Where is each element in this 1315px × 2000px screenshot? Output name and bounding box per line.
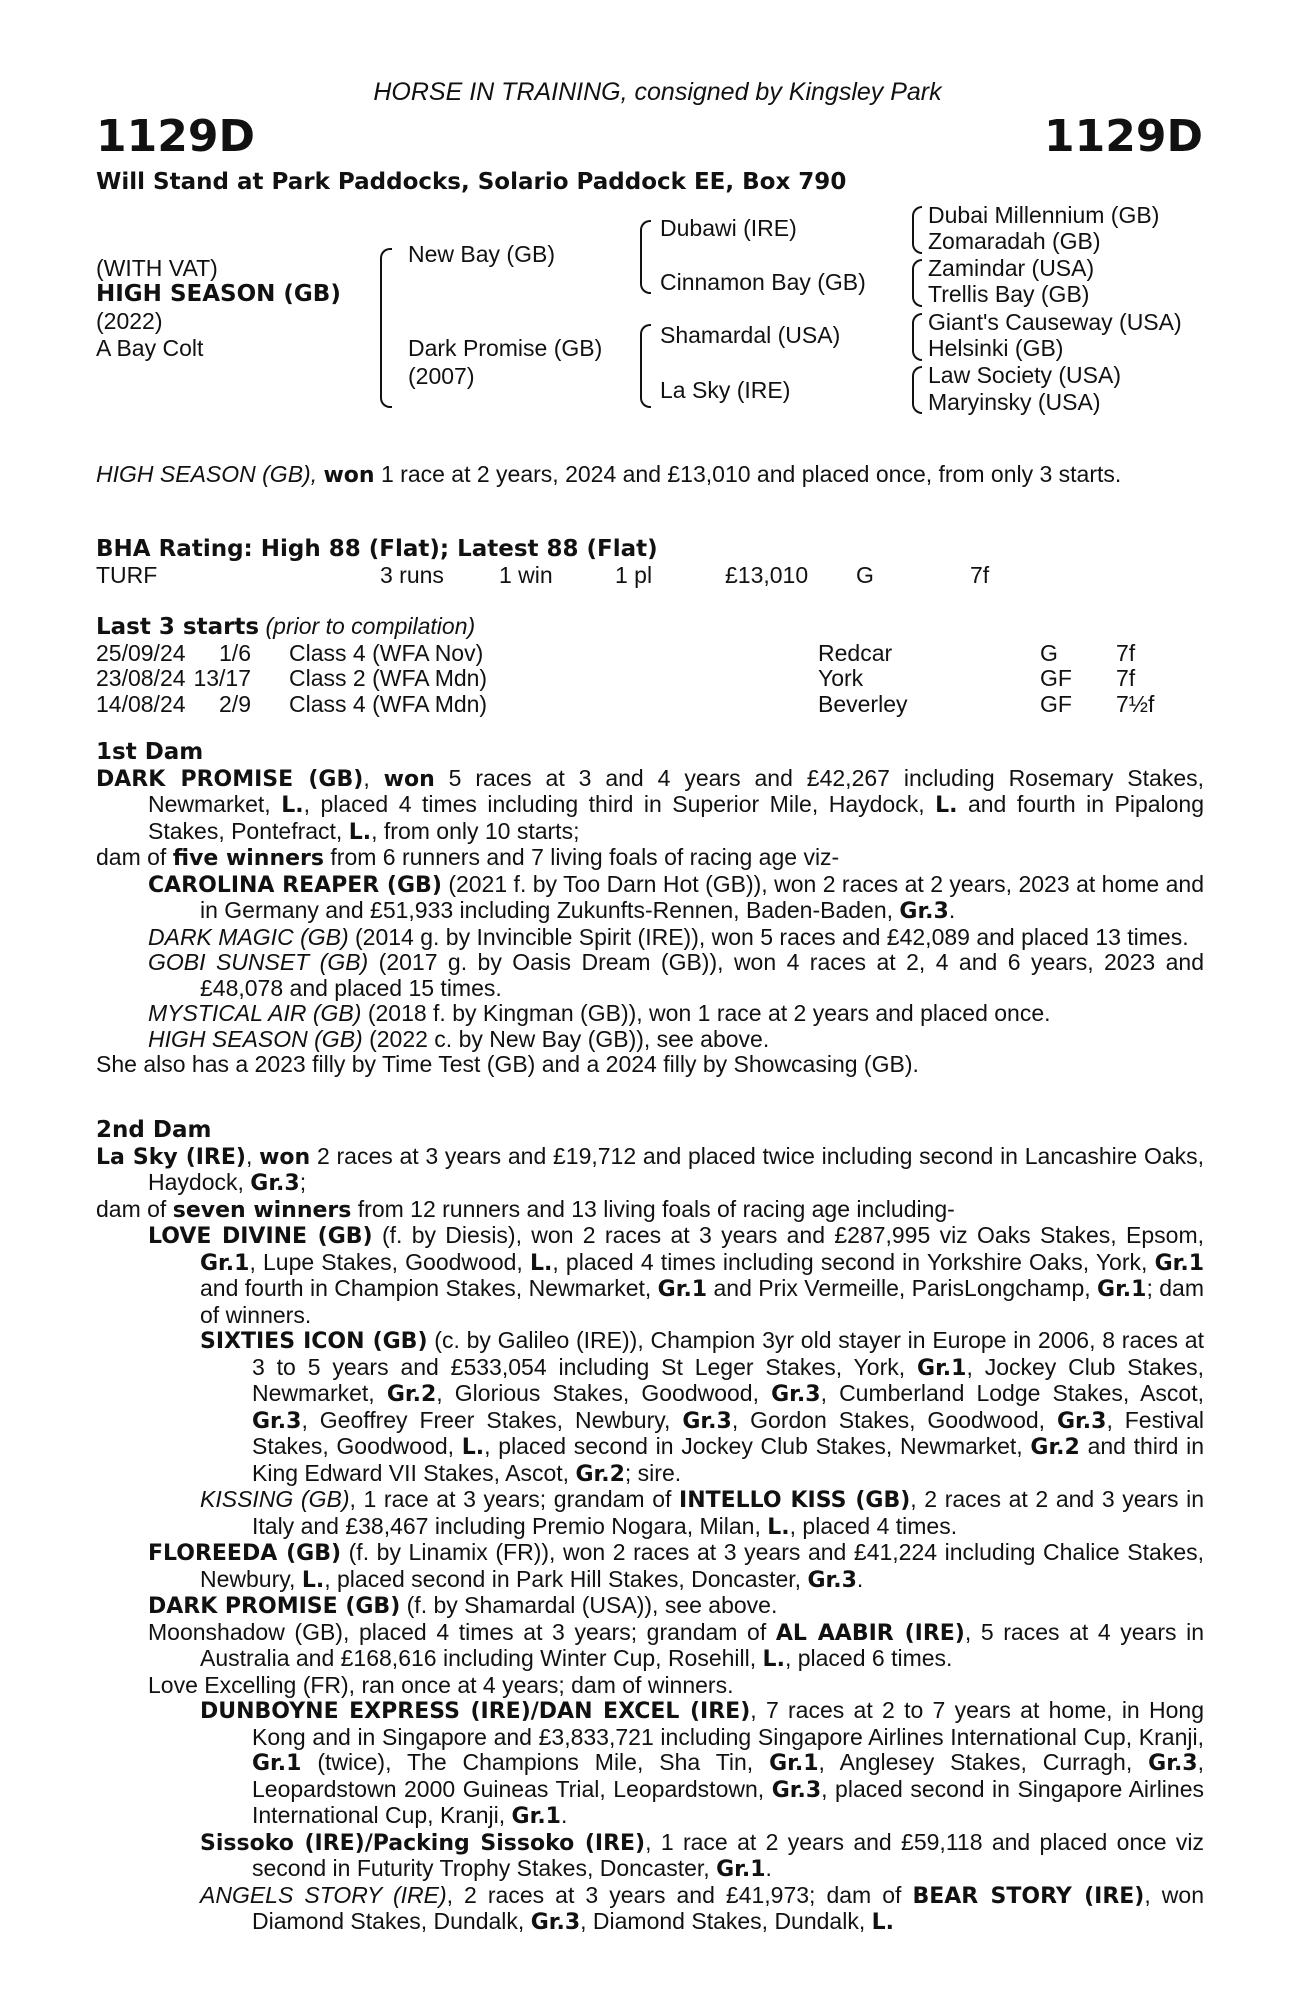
mo-l: L. bbox=[762, 1647, 785, 1672]
ki-l: L. bbox=[767, 1514, 790, 1540]
turf-record bbox=[96, 563, 1204, 589]
si-g2: Gr.2 bbox=[386, 1382, 437, 1407]
fl-t1: (f. by Linamix (FR)), won 2 races at 3 years and £41,224 including Chalice Stakes, Newbury, bbox=[200, 1539, 1204, 1592]
vat-note: (WITH VAT) bbox=[96, 255, 218, 281]
si-t2: , Jockey Club Stakes, Newmarket, bbox=[252, 1353, 1205, 1406]
pedigree-brace-1 bbox=[380, 248, 392, 408]
si-g3a: Gr.3 bbox=[771, 1382, 821, 1407]
pedigree-brace-3d bbox=[912, 366, 922, 414]
dam1-text-4: , from only 10 starts; bbox=[371, 817, 580, 844]
placed: 1 pl bbox=[615, 561, 653, 588]
start-date: 23/08/24 bbox=[96, 665, 186, 691]
dam1-produce-intro bbox=[96, 845, 1204, 872]
dam2-name: La Sky (IRE) bbox=[96, 1144, 246, 1170]
si-g3b: Gr.3 bbox=[252, 1408, 302, 1434]
last-starts-title: Last 3 starts bbox=[96, 614, 260, 640]
ki-bold: INTELLO KISS (GB) bbox=[679, 1488, 911, 1513]
horse-year: (2022) bbox=[96, 308, 163, 334]
summary-horse-name: HIGH SEASON (GB), bbox=[96, 461, 318, 487]
fl-t2: , placed second in Park Hill Stakes, Doncaster, bbox=[324, 1565, 802, 1592]
distance: 7f bbox=[970, 561, 990, 588]
si-t4: , Cumberland Lodge Stakes, Ascot, bbox=[820, 1380, 1205, 1406]
as-t2: , won Diamond Stakes, Dundalk, bbox=[252, 1881, 1204, 1934]
dam2-winners: seven winners bbox=[172, 1197, 352, 1223]
last-start-row bbox=[96, 641, 1204, 667]
as-t1: , 2 races at 3 years and £41,973; dam of bbox=[446, 1881, 902, 1908]
summary-section bbox=[96, 462, 1204, 489]
p3-name: GOBI SUNSET (GB) bbox=[148, 949, 369, 975]
first-dam-heading: 1st Dam bbox=[96, 739, 204, 765]
ld-g1: Gr.1 bbox=[200, 1250, 250, 1276]
sire-sire: Dubawi (IRE) bbox=[660, 215, 797, 241]
lot-number-left: 1129D bbox=[96, 111, 255, 162]
sire-dam-dam: Trellis Bay (GB) bbox=[928, 281, 1090, 307]
sire-name: New Bay (GB) bbox=[408, 241, 555, 267]
pedigree-brace-3c bbox=[912, 313, 922, 361]
si-t3: , Glorious Stakes, Goodwood, bbox=[436, 1380, 759, 1406]
ki-t3: , placed 4 times. bbox=[789, 1512, 958, 1539]
last-start-row bbox=[96, 666, 1204, 692]
pedigree-brace-3b bbox=[912, 259, 922, 307]
ld-t5: and Prix Vermeille, ParisLongchamp, bbox=[713, 1275, 1091, 1301]
start-pos: 1/6 bbox=[219, 639, 251, 666]
p2-name: DARK MAGIC (GB) bbox=[148, 923, 349, 950]
de-t2: (twice), The Champions Mile, Sha Tin, bbox=[317, 1749, 754, 1775]
p5-name: HIGH SEASON (GB) bbox=[148, 1025, 363, 1052]
dam-dam-dam: Maryinsky (USA) bbox=[928, 389, 1101, 415]
ld-t3: , placed 4 times including second in Yorkshire Oaks, York, bbox=[552, 1248, 1148, 1275]
second-dam-record: La Sky (IRE), won 2 races at 3 years and £19,712 and placed twice including second in Lancashire Oaks, Haydock, Gr.3; bbox=[96, 1142, 1205, 1196]
mo-t3: , placed 6 times. bbox=[784, 1645, 953, 1671]
ld-t6: ; dam of winners. bbox=[200, 1275, 1204, 1328]
p5-text: (2022 c. by New Bay (GB)), see above. bbox=[369, 1025, 770, 1052]
ld-t1: (f. by Diesis), won 2 races at 3 years and £287,995 viz Oaks Stakes, Epsom, bbox=[381, 1222, 1204, 1248]
dp-t1: (f. by Shamardal (USA)), see above. bbox=[406, 1592, 778, 1618]
so-name: Sissoko (IRE)/Packing Sissoko (IRE) bbox=[200, 1830, 646, 1856]
last-starts-table bbox=[96, 641, 1204, 718]
stand-location: Will Stand at Park Paddocks, Solario Paddock EE, Box 790 bbox=[96, 169, 847, 195]
start-dist: 7f bbox=[1116, 665, 1136, 691]
produce-moonshadow bbox=[148, 1620, 1204, 1673]
si-t5: , Geoffrey Freer Stakes, Newbury, bbox=[301, 1406, 671, 1433]
dam2-damof: dam of bbox=[96, 1195, 167, 1222]
de-g1b: Gr.1 bbox=[769, 1751, 819, 1776]
produce-high-season bbox=[148, 1027, 1204, 1053]
dam-dam-sire: Law Society (USA) bbox=[928, 362, 1122, 388]
dam1-listed-2: L. bbox=[935, 793, 958, 818]
si-l: L. bbox=[461, 1435, 485, 1460]
ki-t1: , 1 race at 3 years; grandam of bbox=[349, 1486, 672, 1512]
si-g2c: Gr.2 bbox=[575, 1461, 625, 1487]
ld-t2: , Lupe Stakes, Goodwood, bbox=[249, 1248, 523, 1275]
dam2-produce-intro bbox=[96, 1197, 1204, 1224]
p3-text: (2017 g. by Oasis Dream (GB)), won 4 races at 2, 4 and 6 years, 2023 and £48,078 and placed 15 times. bbox=[200, 949, 1204, 1001]
summary-won: won bbox=[323, 463, 375, 488]
de-t4: , Leopardstown 2000 Guineas Trial, Leopardstown, bbox=[252, 1749, 1204, 1802]
dam2-damof-rest: from 12 runners and 13 living foals of racing age including- bbox=[357, 1195, 955, 1222]
horse-description: A Bay Colt bbox=[96, 335, 204, 361]
pedigree-brace-3a bbox=[912, 206, 922, 254]
dam1-winners: five winners bbox=[172, 846, 325, 871]
si-g3d: Gr.3 bbox=[1057, 1408, 1107, 1434]
dam1-also: She also has a 2023 filly by Time Test (GB) and a 2024 filly by Showcasing (GB). bbox=[96, 1051, 919, 1077]
dam-sire-dam: Helsinki (GB) bbox=[928, 335, 1064, 361]
de-g3b: Gr.3 bbox=[771, 1777, 822, 1803]
prize: £13,010 bbox=[725, 561, 809, 588]
last-start-row bbox=[96, 692, 1204, 718]
de-t3: , Anglesey Stakes, Curragh, bbox=[818, 1749, 1133, 1775]
ld-l: L. bbox=[529, 1250, 553, 1276]
si-g3c: Gr.3 bbox=[682, 1408, 732, 1434]
dam-sire: Shamardal (USA) bbox=[660, 322, 841, 348]
de-g3: Gr.3 bbox=[1148, 1751, 1198, 1776]
si-t7: , Festival Stakes, Goodwood, bbox=[252, 1406, 1205, 1459]
rating-section bbox=[96, 537, 1204, 588]
mo-bold: AL AABIR (IRE) bbox=[775, 1620, 965, 1646]
start-pos: 2/9 bbox=[219, 690, 251, 717]
si-t8: , placed second in Jockey Club Stakes, Newmarket, bbox=[484, 1433, 1023, 1459]
dam-year: (2007) bbox=[408, 363, 475, 389]
start-dist: 7f bbox=[1116, 639, 1136, 666]
si-t10: ; sire. bbox=[624, 1459, 682, 1486]
p1-name: CAROLINA REAPER (GB) bbox=[148, 872, 442, 898]
p2-text: (2014 g. by Invincible Spirit (IRE)), won 5 races and £42,089 and placed 13 times. bbox=[355, 923, 1189, 950]
start-going: GF bbox=[1040, 665, 1072, 691]
start-going: GF bbox=[1040, 690, 1072, 717]
start-pos: 13/17 bbox=[193, 665, 251, 691]
start-course: York bbox=[818, 665, 864, 691]
start-race: Class 4 (WFA Mdn) bbox=[289, 690, 488, 717]
fl-l: L. bbox=[301, 1567, 325, 1593]
produce-mystical-air bbox=[148, 1001, 1204, 1027]
ki-name: KISSING (GB) bbox=[200, 1486, 350, 1512]
p1-text: (2021 f. by Too Darn Hot (GB)), won 2 races at 2 years, 2023 at home and in Germany and £51,933 including Zukunfts-Rennen, Baden-Baden, bbox=[200, 870, 1205, 923]
summary-text: 1 race at 2 years, 2024 and £13,010 and placed once, from only 3 starts. bbox=[380, 461, 1122, 487]
produce-carolina-reaper: CAROLINA REAPER (GB) (2021 f. by Too Darn Hot (GB)), won 2 races at 2 years, 2023 at home and in Germany and £51,933 including Zukunfts-Rennen, Baden-Baden, Gr.3. bbox=[148, 870, 1205, 924]
so-t1: , 1 race at 2 years and £59,118 and placed once viz second in Futurity Trophy Stakes, Doncaster, bbox=[252, 1828, 1205, 1881]
dam2-won: won bbox=[259, 1144, 311, 1170]
as-name: ANGELS STORY (IRE) bbox=[200, 1881, 447, 1908]
dam1-listed-1: L. bbox=[281, 793, 304, 818]
produce-sixties-icon bbox=[200, 1328, 1204, 1487]
dam1-text-3: and fourth in Pipalong Stakes, Pontefract, bbox=[148, 791, 1205, 844]
dam2-grade: Gr.3 bbox=[250, 1171, 300, 1196]
ki-t2: , 2 races at 2 and 3 years in Italy and £38,467 including Premio Nogara, Milan, bbox=[252, 1486, 1205, 1539]
produce-gobi-sunset bbox=[148, 950, 1204, 1001]
ld-g1b: Gr.1 bbox=[1154, 1250, 1205, 1276]
sire-sire-dam: Zomaradah (GB) bbox=[928, 228, 1101, 254]
surface: TURF bbox=[96, 561, 158, 588]
as-t3: , Diamond Stakes, Dundalk, bbox=[580, 1908, 866, 1934]
start-race: Class 4 (WFA Nov) bbox=[289, 639, 484, 666]
produce-angels-story bbox=[200, 1883, 1204, 1936]
produce-love-excelling: Love Excelling (FR), ran once at 4 years; dam of winners. bbox=[148, 1671, 734, 1698]
second-dam-section bbox=[96, 1118, 1204, 1936]
as-bold: BEAR STORY (IRE) bbox=[912, 1883, 1145, 1909]
dp-name: DARK PROMISE (GB) bbox=[148, 1594, 401, 1619]
ld-name: LOVE DIVINE (GB) bbox=[148, 1224, 373, 1249]
last-starts-note: (prior to compilation) bbox=[265, 613, 476, 639]
p4-text: (2018 f. by Kingman (GB)), won 1 race at 2 years and placed once. bbox=[367, 1000, 1051, 1026]
de-name: DUNBOYNE EXPRESS (IRE)/DAN EXCEL (IRE) bbox=[200, 1699, 751, 1724]
lot-number-right: 1129D bbox=[1044, 111, 1203, 162]
so-g1: Gr.1 bbox=[716, 1857, 766, 1882]
mo-t1: Moonshadow (GB), placed 4 times at 3 years; grandam of bbox=[148, 1618, 767, 1645]
produce-dark-promise bbox=[148, 1593, 1204, 1620]
wins: 1 win bbox=[499, 561, 553, 588]
first-dam-record: DARK PROMISE (GB), won 5 races at 3 and 4 years and £42,267 including Rosemary Stakes, Newmarket, L., placed 4 times including third in Superior Mile, Haydock, L. and fourth in Pipalong Stakes, Pontefract, L., from only 10 starts; bbox=[96, 764, 1205, 845]
as-g3: Gr.3 bbox=[530, 1910, 581, 1935]
produce-kissing bbox=[200, 1487, 1204, 1540]
produce-sissoko: Sissoko (IRE)/Packing Sissoko (IRE), 1 race at 2 years and £59,118 and placed once viz second in Futurity Trophy Stakes, Doncaster, Gr.1. bbox=[200, 1828, 1205, 1882]
de-g1: Gr.1 bbox=[252, 1751, 302, 1776]
sire-dam: Cinnamon Bay (GB) bbox=[660, 269, 866, 295]
p1-grade: Gr.3 bbox=[899, 899, 949, 924]
produce-love-divine bbox=[148, 1223, 1204, 1328]
fl-name: FLOREEDA (GB) bbox=[148, 1541, 342, 1566]
first-dam-section bbox=[96, 740, 1204, 1078]
produce-dunboyne-express: DUNBOYNE EXPRESS (IRE)/DAN EXCEL (IRE), 7 races at 2 to 7 years at home, in Hong Kong and in Singapore and £3,833,721 including Singapore Airlines International Cup, Kranji, Gr.1 (twice), The Champions Mile, Sha Tin, Gr.1, Anglesey Stakes, Curragh, Gr.3, Leopardstown 2000 Guineas Trial, Leopardstown, Gr.3, placed second in Singapore Airlines International Cup, Kranji, Gr.1. bbox=[200, 1697, 1204, 1829]
p4-name: MYSTICAL AIR (GB) bbox=[148, 1000, 362, 1026]
dam1-listed-3: L. bbox=[348, 819, 372, 845]
dam-sire-sire: Giant's Causeway (USA) bbox=[928, 309, 1182, 335]
dam1-damof: dam of bbox=[96, 844, 167, 870]
ld-g1d: Gr.1 bbox=[1097, 1277, 1147, 1302]
si-g2b: Gr.2 bbox=[1030, 1435, 1080, 1460]
pedigree-brace-2b bbox=[640, 324, 651, 408]
dam-name: Dark Promise (GB) bbox=[408, 335, 603, 361]
dam1-text-2: , placed 4 times including third in Superior Mile, Haydock, bbox=[303, 791, 925, 817]
mo-t2: , 5 races at 4 years in Australia and £168,616 including Winter Cup, Rosehill, bbox=[200, 1618, 1205, 1671]
start-race: Class 2 (WFA Mdn) bbox=[289, 665, 488, 691]
consignment-line: HORSE IN TRAINING, consigned by Kingsley Park bbox=[373, 78, 942, 106]
pedigree-brace-2a bbox=[640, 220, 651, 294]
de-t1: , 7 races at 2 to 7 years at home, in Hong Kong and in Singapore and £3,833,721 including Singapore Airlines International Cup, Kranji, bbox=[252, 1697, 1204, 1750]
ld-t4: and fourth in Champion Stakes, Newmarket, bbox=[200, 1275, 652, 1301]
dam1-won: won bbox=[383, 766, 435, 792]
race-summary bbox=[96, 462, 1204, 489]
dam1-name: DARK PROMISE (GB) bbox=[96, 766, 364, 792]
dam-dam: La Sky (IRE) bbox=[660, 377, 791, 403]
horse-name: HIGH SEASON (GB) bbox=[96, 281, 341, 307]
start-date: 25/09/24 bbox=[96, 639, 186, 666]
de-t5: , placed second in Singapore Airlines International Cup, Kranji, bbox=[252, 1775, 1204, 1828]
dam2-text: 2 races at 3 years and £19,712 and placed twice including second in Lancashire Oaks, Haydock, bbox=[148, 1142, 1205, 1195]
sire-dam-sire: Zamindar (USA) bbox=[928, 255, 1095, 281]
second-dam-heading: 2nd Dam bbox=[96, 1117, 212, 1143]
start-date: 14/08/24 bbox=[96, 690, 186, 717]
start-going: G bbox=[1040, 639, 1058, 666]
de-g1c: Gr.1 bbox=[511, 1804, 561, 1829]
si-g1: Gr.1 bbox=[917, 1355, 967, 1381]
produce-dark-magic bbox=[148, 925, 1204, 951]
last-starts-heading bbox=[96, 614, 1204, 641]
fl-g3: Gr.3 bbox=[807, 1567, 857, 1593]
si-t6: , Gordon Stakes, Goodwood, bbox=[731, 1406, 1046, 1433]
going: G bbox=[856, 561, 874, 588]
produce-floreeda: FLOREEDA (GB) (f. by Linamix (FR)), won 2 races at 3 years and £41,224 including Chalice Stakes, Newbury, L., placed second in Park Hill Stakes, Doncaster, Gr.3. bbox=[148, 1539, 1204, 1593]
bha-rating: BHA Rating: High 88 (Flat); Latest 88 (Flat) bbox=[96, 536, 658, 562]
dam1-damof-rest: from 6 runners and 7 living foals of racing age viz- bbox=[330, 844, 840, 870]
runs: 3 runs bbox=[380, 561, 444, 588]
sire-sire-sire: Dubai Millennium (GB) bbox=[928, 202, 1160, 228]
start-course: Redcar bbox=[818, 639, 893, 666]
start-dist: 7½f bbox=[1116, 690, 1155, 717]
as-l: L. bbox=[871, 1910, 895, 1935]
start-course: Beverley bbox=[818, 690, 908, 717]
last-starts-section bbox=[96, 614, 1204, 717]
si-t1: (c. by Galileo (IRE)), Champion 3yr old stayer in Europe in 2006, 8 races at 3 to 5 years and £533,054 including St Leger Stakes, York, bbox=[252, 1327, 1204, 1380]
dam1-text-1: 5 races at 3 and 4 years and £42,267 including Rosemary Stakes, Newmarket, bbox=[148, 764, 1205, 817]
si-name: SIXTIES ICON (GB) bbox=[200, 1329, 428, 1354]
si-t9: and third in King Edward VII Stakes, Ascot, bbox=[252, 1433, 1205, 1486]
ld-g1c: Gr.1 bbox=[657, 1277, 708, 1302]
